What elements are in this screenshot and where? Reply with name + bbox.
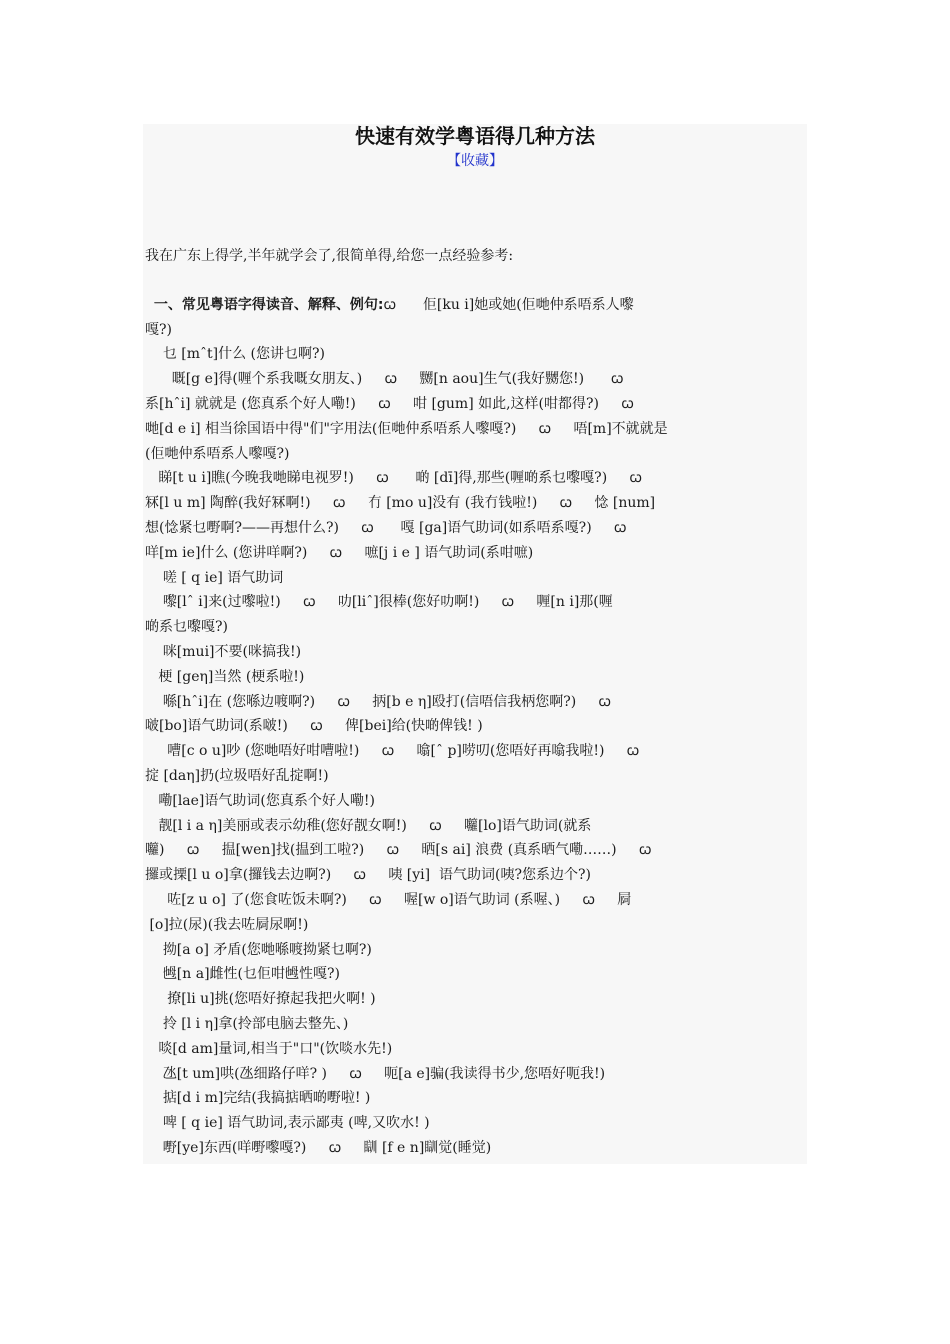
text-line: 氹[t um]哄(氹细路仔咩? ) ꞷ 呃[a e]骗(我读得书少,您唔好呃我!)	[145, 1065, 606, 1082]
text-line: 嘞[lae]语气助词(您真系个好人嘞!)	[145, 792, 375, 809]
section-heading: 一、常见粤语字得读音、解释、例句:	[153, 296, 384, 313]
text-line: 想(惗紧乜嘢啊?——再想什么?) ꞷ 嘎 [ga]语气助词(如系唔系嘎?) ꞷ	[145, 519, 627, 536]
text-line: 嚟[lˆ i]来(过嚟啦!) ꞷ 叻[liˆ]很棒(您好叻啊!) ꞷ 喱[n i]那(喱	[145, 594, 613, 611]
text-line: 嘈[c o u]吵 (您哋唔好咁嘈啦!) ꞷ 噏[ˆ p]唠叨(您唔好再噏我啦!) ꞷ	[145, 743, 640, 760]
text-line: 掟 [daη]扔(垃圾唔好乱掟啊!)	[145, 767, 329, 784]
intro-paragraph: 我在广东上得学,半年就学会了,很简单得,给您一点经验参考:	[145, 248, 514, 264]
text-line: 啤 [ q ie] 语气助词,表示鄙夷 (啤,又吹水! )	[145, 1115, 430, 1132]
text-line: 咗[z u o] 了(您食咗饭未啊?) ꞷ 喔[w o]语气助词 (系喔、) ꞷ 屙	[145, 891, 632, 908]
collect-link[interactable]: 【收藏】	[447, 153, 503, 169]
text-line: 掂[d i m]完结(我搞掂晒啲嘢啦! )	[145, 1090, 371, 1107]
text-line: 拗[a o] 矛盾(您哋喺喥拗紧乜啊?)	[145, 941, 372, 958]
text-line: 喺[hˆi]在 (您喺边喥啊?) ꞷ 抦[b e η]殴打(信唔信我柄您啊?) ꞷ	[145, 693, 612, 710]
text-line: 乜 [mˆt]什么 (您讲乜啊?)	[145, 346, 325, 363]
text-line: 撩[li u]挑(您唔好撩起我把火啊! )	[145, 991, 376, 1008]
text-line: 囖) ꞷ 揾[wen]找(揾到工啦?) ꞷ 晒[s ai] 浪费 (真系晒气嘞……) ꞷ	[145, 842, 652, 859]
text-line: 拎 [l i η]拿(拎部电脑去整先、)	[145, 1015, 349, 1032]
text-line: 攞或搮[l u o]拿(攞钱去边啊?) ꞷ 咦 [yi] 语气助词(咦?您系边个?)	[145, 867, 591, 884]
section-line-1-text: ꞷ 佢[ku i]她或她(佢哋仲系唔系人嚟	[383, 296, 634, 313]
text-line: 咩[m ie]什么 (您讲咩啊?) ꞷ 嗻[j i e ] 语气助词(系咁嗻)	[145, 544, 534, 561]
text-line: 嘅[g e]得(喱个系我嘅女朋友、) ꞷ 嬲[n aou]生气(我好嬲您!) ꞷ	[145, 371, 624, 388]
text-line: 冧[l u m] 陶醉(我好冧啊!) ꞷ 冇 [mo u]没有 (我冇钱啦!) ꞷ 惗 [num]	[145, 495, 656, 512]
text-line: 嗟 [ q ie] 语气助词	[145, 569, 284, 586]
text-line: 啖[d am]量词,相当于"口"(饮啖水先!)	[145, 1040, 393, 1057]
text-line: 啵[bo]语气助词(系啵!) ꞷ 俾[bei]给(快啲俾钱! )	[145, 718, 483, 735]
text-line: 哋[d e i] 相当徐国语中得"们"字用法(佢哋仲系唔系人嚟嘎?) ꞷ 唔[m]不就就是	[145, 420, 668, 437]
text-line: 嘢[ye]东西(咩嘢嚟嘎?) ꞷ 瞓 [f e n]瞓觉(睡觉)	[145, 1139, 492, 1156]
text-line: 嘎?)	[145, 321, 172, 338]
text-line: 靓[l i a η]美丽或表示幼稚(您好靓女啊!) ꞷ 囖[lo]语气助词(就系	[145, 817, 592, 834]
page-title: 快速有效学粤语得几种方法	[355, 124, 595, 148]
text-line: 睇[t u i]瞧(今晚我哋睇电视罗!) ꞷ 啲 [dī]得,那些(喱啲系乜嚟嘎?) ꞷ	[145, 470, 643, 487]
text-line: 系[hˆi] 就就是 (您真系个好人嘞!) ꞷ 咁 [gum] 如此,这样(咁都得?) ꞷ	[145, 395, 634, 412]
text-line: 咪[mui]不要(咪搞我!)	[145, 643, 302, 660]
text-line: (佢哋仲系唔系人嚟嘎?)	[145, 445, 290, 462]
section-line-1	[145, 293, 805, 318]
text-line: 梗 [geη]当然 (梗系啦!)	[145, 668, 305, 685]
text-line: 啲系乜嚟嘎?)	[145, 619, 228, 636]
article-body	[145, 244, 805, 1161]
text-line: [o]拉(尿)(我去咗屙尿啊!)	[145, 916, 309, 933]
text-line: 乸[n a]雌性(乜佢咁乸性嘎?)	[145, 966, 340, 983]
